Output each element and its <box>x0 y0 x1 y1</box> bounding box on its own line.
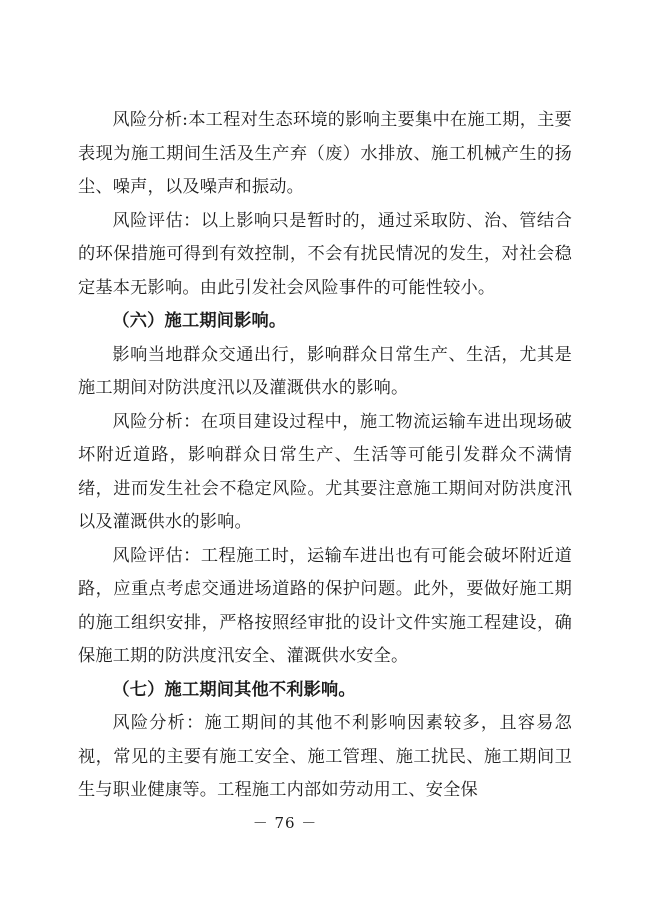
paragraph-risk-analysis-env: 风险分析:本工程对生态环境的影响主要集中在施工期，主要表现为施工期间生活及生产弃（废）水排放、施工机械产生的扬尘、噪声，以及噪声和振动。 <box>78 110 572 197</box>
paragraph-construction-impact: 影响当地群众交通出行，影响群众日常生产、生活，尤其是施工期间对防洪度汛以及灌溉供水的影响。 <box>78 344 572 398</box>
paragraph-risk-analysis-other: 风险分析：施工期间的其他不利影响因素较多，且容易忽视，常见的主要有施工安全、施工管理、施工扰民、施工期间卫生与职业健康等。工程施工内部如劳动用工、安全保 <box>78 713 572 800</box>
paragraph-risk-analysis-construction: 风险分析：在项目建设过程中，施工物流运输车进出现场破坏附近道路，影响群众日常生产、生活等可能引发群众不满情绪，进而发生社会不稳定风险。尤其要注意施工期间对防洪度汛以及灌溉供水的影响。 <box>78 411 572 532</box>
heading-section-seven: （七）施工期间其他不利影响。 <box>112 679 356 700</box>
heading-section-six: （六）施工期间影响。 <box>112 311 287 331</box>
paragraph-risk-assessment-env: 风险评估：以上影响只是暂时的，通过采取防、治、管结合的环保措施可得到有效控制，不会有扰民情况的发生，对社会稳定基本无影响。由此引发社会风险事件的可能性较小。 <box>78 210 572 298</box>
page-body <box>78 104 572 808</box>
page-number: － 76 － <box>252 814 318 832</box>
paragraph-risk-assessment-construction: 风险评估：工程施工时，运输车进出也有可能会破坏附近道路，应重点考虑交通进场道路的保护问题。此外，要做好施工期的施工组织安排，严格按照经审批的设计文件实施工程建设，确保施工期的防洪度汛安全、灌溉供水安全。 <box>78 545 572 666</box>
page-footer <box>0 812 650 833</box>
